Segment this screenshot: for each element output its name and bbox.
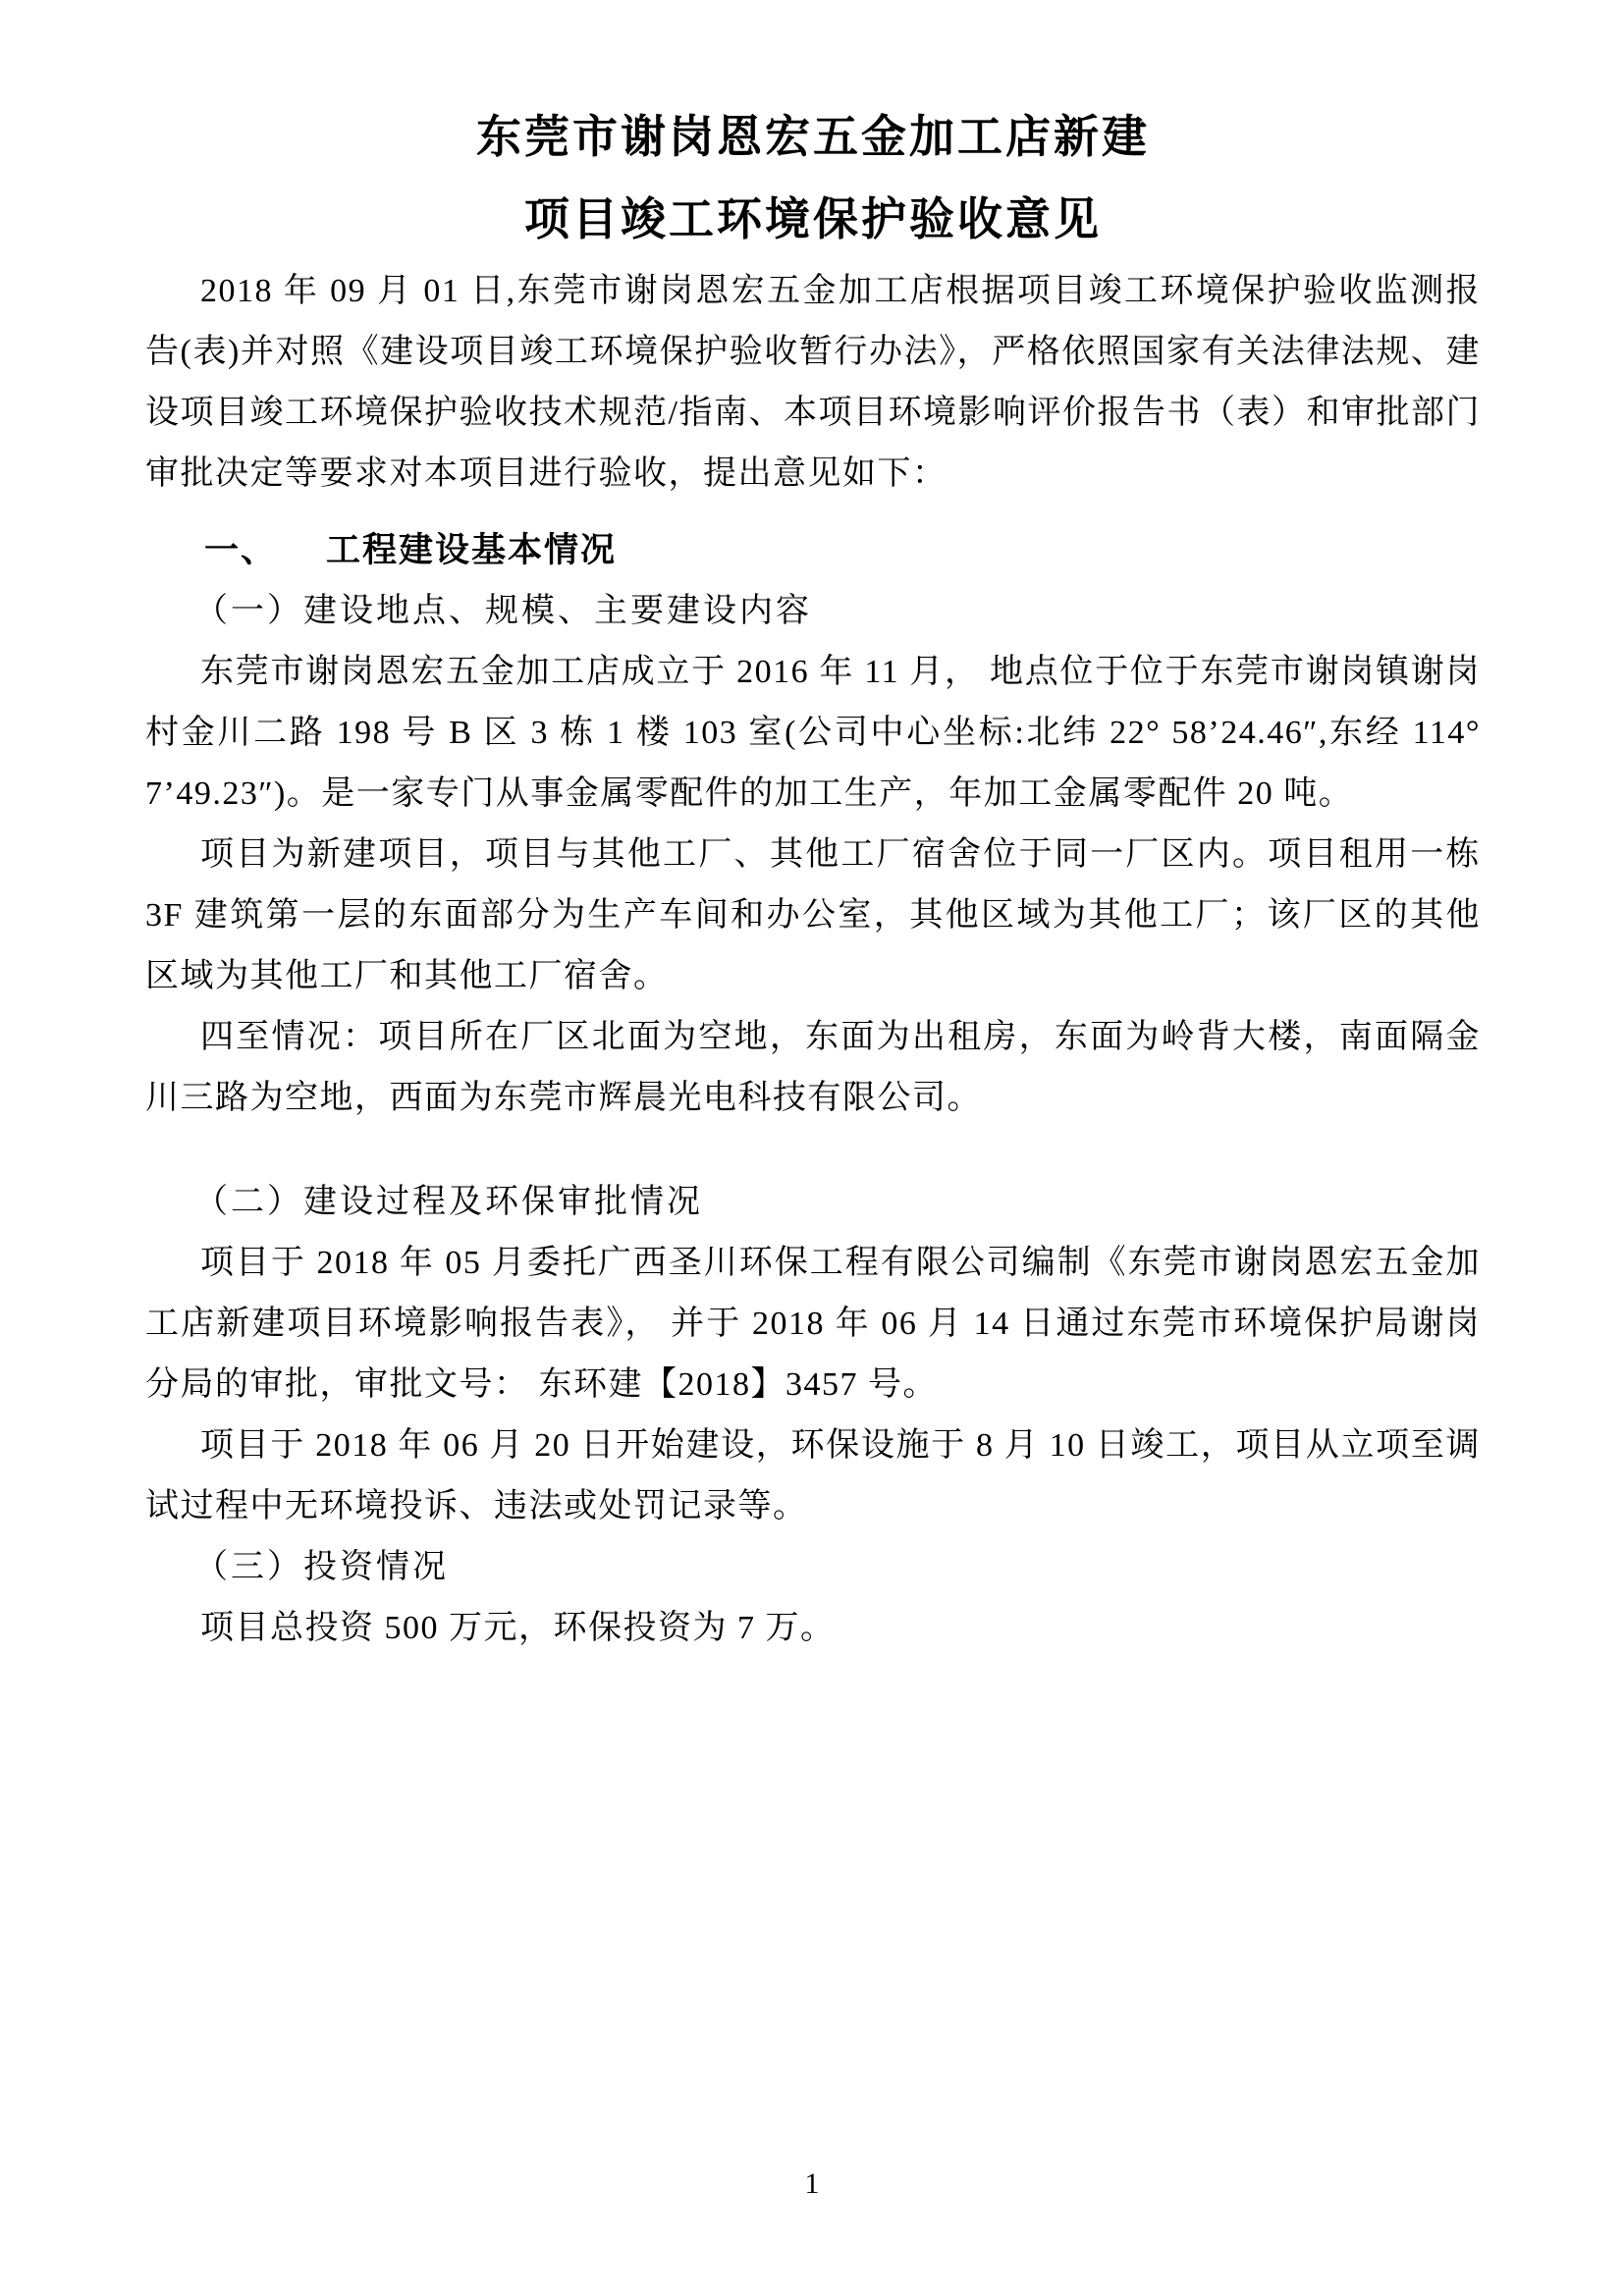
subsection-3-heading: （三）投资情况 [194,1549,449,1585]
document-title-block [145,0,1481,261]
page-number: 1 [804,2167,820,2200]
subsection-1-heading: （一）建设地点、规模、主要建设内容 [194,593,812,629]
document-content [145,0,1481,1659]
section-1-title: 工程建设基本情况 [326,531,618,569]
document-title-line2: 项目竣工环境保护验收意见 [524,194,1102,244]
section-1-heading [145,520,1481,581]
paragraph-construction-timeline: 项目于 2018 年 06 月 20 日开始建设，环保设施于 8 月 10 日竣工，项目从立项至调试过程中无环境投诉、违法或处罚记录等。 [145,1427,1481,1524]
paragraph-investment: 项目总投资 500 万元，环保投资为 7 万。 [200,1610,836,1646]
paragraph-eia-approval: 项目于 2018 年 05 月委托广西圣川环保工程有限公司编制《东莞市谢岗恩宏五金加工店新建项目环境影响报告表》， 并于 2018 年 06 月 14 日通过东莞市环境保护局谢岗分局的审批，审批文号： 东环建【2018】3457 号。 [145,1245,1481,1403]
section-1-number: 一、 [204,531,278,569]
subsection-2-heading: （二）建设过程及环保审批情况 [194,1184,703,1220]
paragraph-location-scale: 东莞市谢岗恩宏五金加工店成立于 2016 年 11 月， 地点位于位于东莞市谢岗镇谢岗村金川二路 198 号 B 区 3 栋 1 楼 103 室(公司中心坐标:北纬 22° 58’24.46″,东经 114° 7’49.23″)。是一家专门从事金属零配件的加工生产，年加工金属零配件 20 吨。 [145,654,1481,812]
document-title-line1: 东莞市谢岗恩宏五金加工店新建 [476,112,1150,162]
paragraph-surroundings: 四至情况：项目所在厂区北面为空地，东面为出租房，东面为岭背大楼，南面隔金川三路为空地，西面为东莞市辉晨光电科技有限公司。 [145,1019,1481,1116]
paragraph-project-layout: 项目为新建项目，项目与其他工厂、其他工厂宿舍位于同一厂区内。项目租用一栋 3F 建筑第一层的东面部分为生产车间和办公室，其他区域为其他工厂；该厂区的其他区域为其他工厂和其他工厂宿舍。 [145,836,1481,994]
intro-paragraph: 2018 年 09 月 01 日,东莞市谢岗恩宏五金加工店根据项目竣工环境保护验收监测报告(表)并对照《建设项目竣工环境保护验收暂行办法》，严格依照国家有关法律法规、建设项目竣工环境保护验收技术规范/指南、本项目环境影响评价报告书（表）和审批部门审批决定等要求对本项目进行验收，提出意见如下： [145,273,1481,492]
